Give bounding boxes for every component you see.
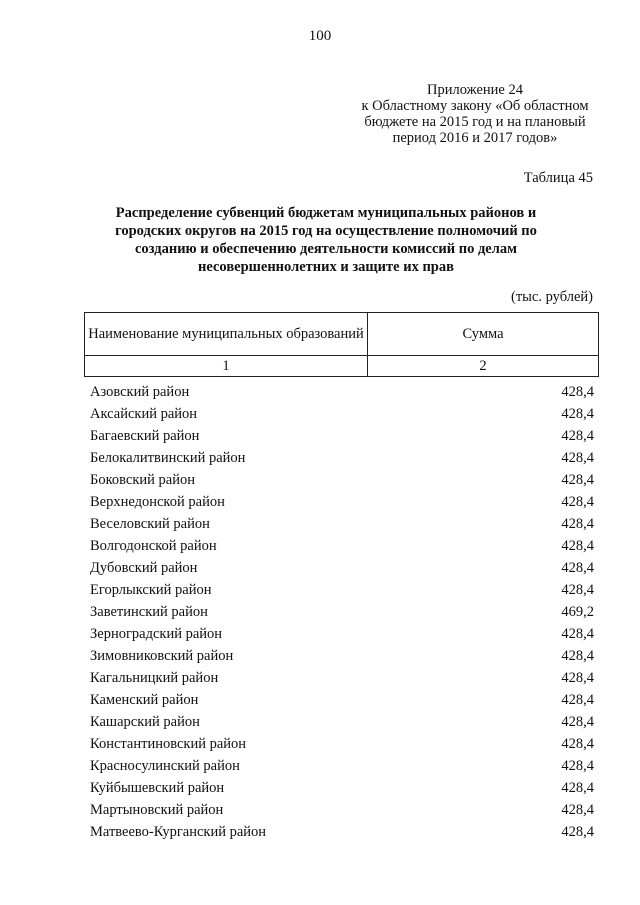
appendix-line: период 2016 и 2017 годов» bbox=[392, 130, 558, 146]
row-name: Каменский район bbox=[90, 692, 199, 709]
row-name: Волгодонской район bbox=[90, 537, 217, 554]
row-value: 428,4 bbox=[561, 581, 594, 598]
table-row bbox=[90, 601, 594, 623]
row-value: 428,4 bbox=[561, 824, 594, 841]
row-value: 428,4 bbox=[561, 780, 594, 797]
table-row bbox=[90, 690, 594, 712]
row-name: Заветинский район bbox=[90, 603, 208, 620]
row-name: Дубовский район bbox=[90, 559, 198, 576]
title-line: Распределение субвенций бюджетам муниципальных районов и bbox=[115, 205, 537, 221]
row-value: 428,4 bbox=[561, 648, 594, 665]
row-name: Зимовниковский район bbox=[90, 648, 234, 665]
row-value: 428,4 bbox=[561, 626, 594, 643]
table-row bbox=[90, 668, 594, 690]
row-name: Красносулинский район bbox=[90, 758, 240, 775]
row-value: 428,4 bbox=[561, 758, 594, 775]
row-name: Зерноградский район bbox=[90, 626, 223, 643]
table-row bbox=[90, 535, 594, 557]
table-body bbox=[90, 381, 594, 844]
row-value: 428,4 bbox=[561, 802, 594, 819]
table-row bbox=[90, 491, 594, 513]
row-value: 428,4 bbox=[561, 405, 594, 422]
table-row bbox=[90, 557, 594, 579]
appendix-line: бюджете на 2015 год и на плановый bbox=[364, 114, 586, 130]
header-index-2: 2 bbox=[368, 356, 599, 377]
header-sum-column: Сумма bbox=[368, 313, 599, 356]
row-name: Егорлыкский район bbox=[90, 581, 212, 598]
row-name: Матвеево-Курганский район bbox=[90, 824, 267, 841]
table-row bbox=[90, 403, 594, 425]
table-row bbox=[90, 778, 594, 800]
table-row bbox=[90, 822, 594, 844]
table-row bbox=[90, 624, 594, 646]
header-index-1: 1 bbox=[85, 356, 368, 377]
table-row bbox=[90, 425, 594, 447]
table-row bbox=[90, 579, 594, 601]
table-row bbox=[90, 800, 594, 822]
document-title bbox=[88, 204, 564, 276]
row-name: Багаевский район bbox=[90, 427, 200, 444]
row-value: 428,4 bbox=[561, 559, 594, 576]
row-name: Кагальницкий район bbox=[90, 670, 219, 687]
row-name: Константиновский район bbox=[90, 736, 247, 753]
row-value: 428,4 bbox=[561, 515, 594, 532]
appendix-line: Приложение 24 bbox=[427, 82, 523, 98]
table-row bbox=[90, 381, 594, 403]
header-name-column: Наименование муниципальных образований bbox=[85, 313, 368, 356]
table-row bbox=[90, 756, 594, 778]
table-row bbox=[90, 734, 594, 756]
row-name: Азовский район bbox=[90, 383, 190, 400]
page-number: 100 bbox=[308, 28, 332, 44]
row-value: 428,4 bbox=[561, 714, 594, 731]
row-value: 428,4 bbox=[561, 692, 594, 709]
row-name: Кашарский район bbox=[90, 714, 200, 731]
row-name: Боковский район bbox=[90, 471, 195, 488]
row-value: 428,4 bbox=[561, 736, 594, 753]
header-index-row bbox=[85, 356, 599, 377]
table-row bbox=[90, 646, 594, 668]
row-name: Белокалитвинский район bbox=[90, 449, 246, 466]
row-name: Веселовский район bbox=[90, 515, 210, 532]
row-value: 428,4 bbox=[561, 427, 594, 444]
row-value: 469,2 bbox=[561, 603, 594, 620]
row-value: 428,4 bbox=[561, 537, 594, 554]
table-number: Таблица 45 bbox=[523, 170, 593, 186]
row-name: Куйбышевский район bbox=[90, 780, 225, 797]
table-row bbox=[90, 513, 594, 535]
title-line: созданию и обеспечению деятельности комиссий по делам bbox=[135, 241, 517, 257]
table-header bbox=[84, 312, 599, 377]
row-name: Верхнедонской район bbox=[90, 493, 225, 510]
row-value: 428,4 bbox=[561, 449, 594, 466]
row-name: Мартыновский район bbox=[90, 802, 224, 819]
units-label: (тыс. рублей) bbox=[511, 289, 593, 305]
appendix-note bbox=[330, 82, 620, 146]
table-row bbox=[90, 447, 594, 469]
row-name: Аксайский район bbox=[90, 405, 198, 422]
row-value: 428,4 bbox=[561, 670, 594, 687]
table-row bbox=[90, 712, 594, 734]
row-value: 428,4 bbox=[561, 383, 594, 400]
row-value: 428,4 bbox=[561, 471, 594, 488]
header-row bbox=[85, 313, 599, 356]
title-line: городских округов на 2015 год на осуществление полномочий по bbox=[115, 223, 537, 239]
appendix-line: к Областному закону «Об областном bbox=[361, 98, 589, 114]
row-value: 428,4 bbox=[561, 493, 594, 510]
title-line: несовершеннолетних и защите их прав bbox=[198, 259, 454, 275]
table-row bbox=[90, 469, 594, 491]
